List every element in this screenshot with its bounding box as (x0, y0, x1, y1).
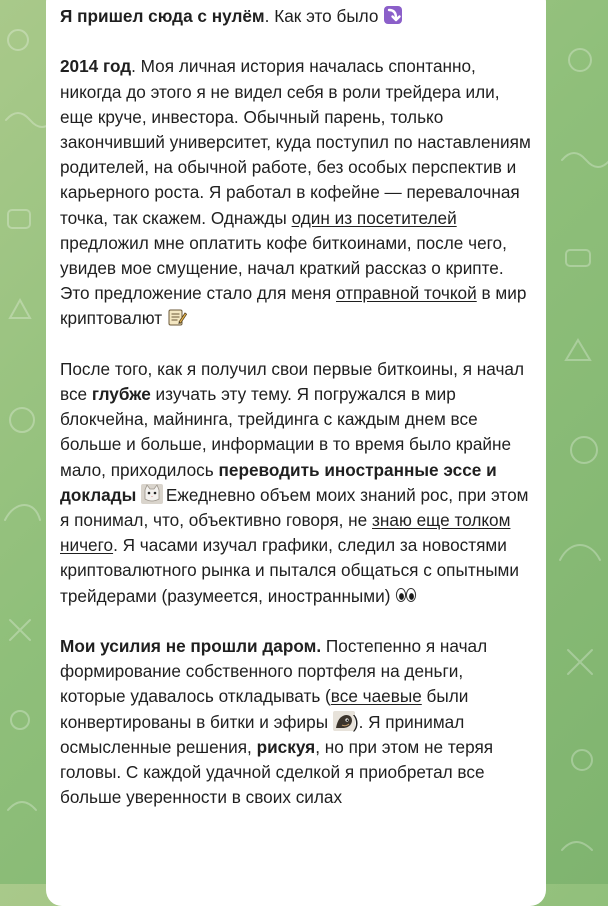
paragraph-3-text-4: . Я часами изучал графики, следил за новостями криптовалютного рынка и пытался общаться с опытными трейдерами (разумеется, иностранными) (60, 535, 519, 606)
link-know-nothing[interactable]: знаю еще толком ничего (60, 510, 511, 556)
intro-text: . Как это было (264, 6, 384, 26)
paragraph-efforts (60, 634, 532, 810)
paragraph-first-bitcoins (60, 357, 532, 609)
paragraph-3-text-3: Ежедневно объем моих знаний рос, при этом я понимал, что, объективно говоря, не (60, 484, 529, 531)
translate-essays-bold: переводить иностранные эссе и доклады (60, 459, 497, 505)
meme-creature-icon (333, 711, 353, 731)
paragraph-3-text-1: После того, как я получил свои первые биткоины, я начал все (60, 358, 525, 405)
paragraph-3-text-2: изучать эту тему. Я погружался в мир блокчейна, майнинга, трейдинга с каждым днем все больше и больше, информации в то время было крайне мало, приходилось (60, 384, 512, 480)
paragraph-2014 (60, 54, 532, 331)
paragraph-4-text-2: были конвертированы в битки и эфиры (60, 686, 469, 732)
paragraph-4-text-3: ). Я принимал осмысленные решения, (60, 711, 465, 757)
link-starting-point[interactable]: отправной точкой (336, 283, 477, 304)
year-bold: 2014 год (60, 56, 132, 77)
paragraph-2014-text-1: . Моя личная история началась спонтанно, никогда до этого я не видел себя в роли трейдера или, еще круче, инвестора. Обычный парень, только закончивший университет, куда поступил по наставлениям родителей, на обычной работе, без особых перспектив и карьерного роста. Я работал в кофейне — перевалочная точка, так скажем. Однажды (60, 56, 531, 228)
eyes-icon (395, 585, 415, 605)
deeper-bold: глубже (91, 384, 151, 405)
message-bubble (46, 0, 546, 906)
purple-curved-arrow-down-icon (383, 5, 403, 25)
link-one-of-visitors[interactable]: один из посетителей (291, 207, 457, 228)
paragraph-intro (60, 4, 532, 29)
cat-face-icon (141, 484, 161, 504)
paragraph-2014-text-2: предложил мне оплатить кофе биткоинами, после чего, увидев мое смущение, начал краткий рассказ о крипте. Это предложение стало для меня (60, 232, 507, 304)
paragraph-4-text-1: Постепенно я начал формирование собственного портфеля на деньги, которые удавалось откладывать ( (60, 636, 488, 707)
intro-bold: Я пришел сюда с нулём (60, 6, 265, 26)
risking-bold: рискуя (256, 736, 316, 757)
efforts-bold: Мои усилия не прошли даром. (60, 636, 322, 657)
paragraph-2014-text-3: в мир криптовалют (60, 283, 527, 329)
notepad-pencil-icon (167, 307, 187, 327)
paragraph-4-text-4: , но при этом не теряя головы. С каждой удачной сделкой я приобретал все больше уверенности в своих силах (60, 736, 494, 808)
link-all-tips[interactable]: все чаевые (330, 686, 422, 707)
message-text (60, 4, 532, 810)
